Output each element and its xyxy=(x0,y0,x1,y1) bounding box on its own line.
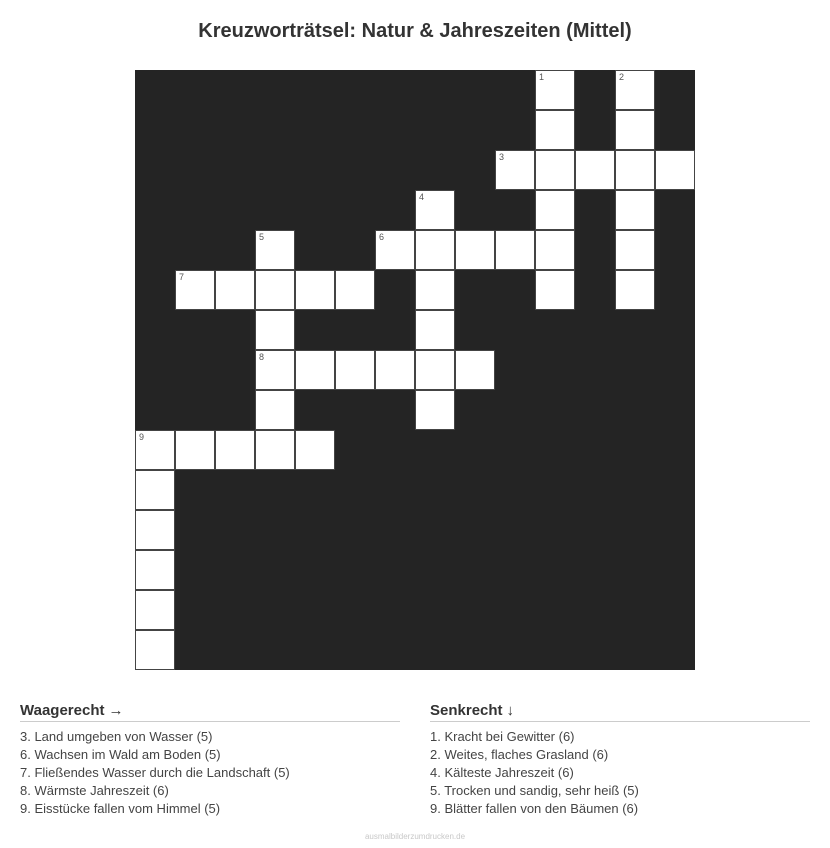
clue-number: 1 xyxy=(539,72,545,82)
grid-cell[interactable] xyxy=(295,270,335,310)
grid-cell[interactable] xyxy=(615,270,655,310)
grid-cell[interactable] xyxy=(575,150,615,190)
grid-cell[interactable] xyxy=(255,270,295,310)
grid-cell[interactable] xyxy=(135,630,175,670)
grid-cell[interactable] xyxy=(655,150,695,190)
across-clue: 9. Eisstücke fallen vom Himmel (5) xyxy=(20,801,221,816)
grid-cell[interactable] xyxy=(135,430,175,470)
grid-cell[interactable] xyxy=(535,190,575,230)
across-clue: 3. Land umgeben von Wasser (5) xyxy=(20,729,213,744)
across-heading-label: Waagerecht xyxy=(20,702,105,719)
down-heading xyxy=(430,702,810,722)
grid-cell[interactable] xyxy=(415,310,455,350)
grid-cell[interactable] xyxy=(415,350,455,390)
grid-cell[interactable] xyxy=(135,550,175,590)
grid-cell[interactable] xyxy=(615,230,655,270)
down-clues xyxy=(430,702,810,818)
across-clue: 8. Wärmste Jahreszeit (6) xyxy=(20,783,169,798)
grid-cell[interactable] xyxy=(415,230,455,270)
grid-cell[interactable] xyxy=(215,430,255,470)
down-heading-label: Senkrecht xyxy=(430,702,503,719)
clue-number: 9 xyxy=(139,432,145,442)
across-clues xyxy=(20,702,400,818)
grid-cell[interactable] xyxy=(535,230,575,270)
grid-cell[interactable] xyxy=(615,150,655,190)
grid-cell[interactable] xyxy=(495,230,535,270)
grid-cell[interactable] xyxy=(215,270,255,310)
grid-cell[interactable] xyxy=(535,110,575,150)
grid-cell[interactable] xyxy=(415,390,455,430)
grid-cell[interactable] xyxy=(535,70,575,110)
grid-cell[interactable] xyxy=(455,230,495,270)
grid-cell[interactable] xyxy=(255,350,295,390)
clue-number: 3 xyxy=(499,152,505,162)
down-clue: 5. Trocken und sandig, sehr heiß (5) xyxy=(430,783,639,798)
grid-cell[interactable] xyxy=(375,230,415,270)
across-heading xyxy=(20,702,400,722)
clue-number: 7 xyxy=(179,272,185,282)
grid-cell[interactable] xyxy=(415,270,455,310)
grid-cell[interactable] xyxy=(135,510,175,550)
grid-cell[interactable] xyxy=(255,310,295,350)
grid-cell[interactable] xyxy=(135,470,175,510)
grid-cell[interactable] xyxy=(375,350,415,390)
grid-cell[interactable] xyxy=(175,430,215,470)
grid-cell[interactable] xyxy=(255,430,295,470)
grid-cell[interactable] xyxy=(335,270,375,310)
clue-number: 4 xyxy=(419,192,425,202)
grid-cell[interactable] xyxy=(535,270,575,310)
clue-number: 5 xyxy=(259,232,265,242)
grid-cell[interactable] xyxy=(255,390,295,430)
page-title: Kreuzworträtsel: Natur & Jahreszeiten (Mittel) xyxy=(198,20,632,42)
grid-cell[interactable] xyxy=(295,350,335,390)
grid-cell[interactable] xyxy=(135,590,175,630)
grid-cell[interactable] xyxy=(455,350,495,390)
down-clue: 2. Weites, flaches Grasland (6) xyxy=(430,747,609,762)
down-clue: 4. Kälteste Jahreszeit (6) xyxy=(430,765,574,780)
grid-cell[interactable] xyxy=(615,70,655,110)
across-clue: 6. Wachsen im Wald am Boden (5) xyxy=(20,747,221,762)
down-clue: 1. Kracht bei Gewitter (6) xyxy=(430,729,575,744)
clue-number: 2 xyxy=(619,72,625,82)
clue-number: 6 xyxy=(379,232,385,242)
grid-cell[interactable] xyxy=(295,430,335,470)
crossword-grid xyxy=(135,70,695,670)
down-clue: 9. Blätter fallen von den Bäumen (6) xyxy=(430,801,639,816)
grid-cell[interactable] xyxy=(335,350,375,390)
clue-number: 8 xyxy=(259,352,265,362)
arrow-right-icon: → xyxy=(108,702,124,719)
grid-cell[interactable] xyxy=(535,150,575,190)
grid-cell[interactable] xyxy=(495,150,535,190)
grid-cell[interactable] xyxy=(255,230,295,270)
across-clue: 7. Fließendes Wasser durch die Landschaft (5) xyxy=(20,765,290,780)
grid-cell[interactable] xyxy=(615,110,655,150)
arrow-down-icon: ↓ xyxy=(506,702,515,719)
grid-cell[interactable] xyxy=(175,270,215,310)
grid-cell[interactable] xyxy=(415,190,455,230)
grid-cell[interactable] xyxy=(615,190,655,230)
footer-credit: ausmalbilderzumdrucken.de xyxy=(364,832,466,841)
